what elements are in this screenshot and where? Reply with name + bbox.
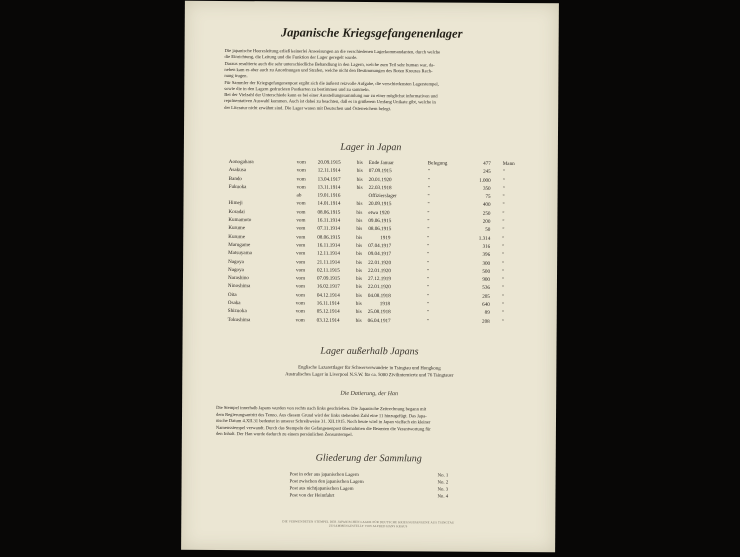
camp-num: 245 [483, 169, 491, 176]
contents-label: Post aus nichtjapanischen Lagern [289, 486, 354, 492]
contents-number: No. 4 [437, 494, 449, 500]
camp-to: 1919 [380, 234, 391, 241]
camp-bis: bis [356, 201, 363, 208]
camp-bel: " [426, 293, 429, 300]
camp-vom: vom [295, 308, 305, 315]
camp-vom: vom [296, 225, 306, 232]
camp-unit: " [501, 310, 504, 317]
camp-from: 02.11.1915 [317, 267, 340, 274]
camp-bel: " [426, 284, 430, 291]
camp-bis: bis [356, 209, 363, 216]
dating-line: den Inhalt. Der Han wurde dadurch zu einem persönlichen Zensurstempel. [215, 430, 353, 437]
intro-line: nung trugen. [224, 73, 248, 79]
contents-label: Post zwischen den japanischen Lagern [289, 479, 364, 485]
camp-vom: vom [296, 167, 306, 174]
camp-name: Nagoya [228, 258, 244, 265]
camp-num: 400 [482, 202, 491, 209]
camp-bis: bis [356, 251, 363, 258]
camp-num: 1.000 [479, 177, 491, 184]
camp-vom: vom [296, 242, 306, 249]
camp-from: 13.11.1914 [317, 184, 341, 191]
camp-bis: bis [356, 226, 363, 233]
camp-num: 500 [482, 268, 491, 275]
camp-to: Offizierslager [368, 193, 397, 200]
camp-to: 07.09.1915 [368, 168, 392, 175]
camp-bel: " [427, 218, 430, 225]
camp-name: Matsuyama [228, 250, 252, 257]
camp-to: 04.08.1918 [367, 292, 391, 299]
camp-num: 477 [483, 160, 491, 167]
camps-heading: Lager in Japan [340, 141, 402, 154]
camp-vom: vom [296, 267, 306, 274]
camp-unit: " [502, 194, 505, 201]
camp-from: 16.11.1914 [317, 242, 340, 249]
camp-unit: " [501, 285, 505, 292]
camp-from: 08.06.1915 [317, 209, 341, 216]
outside-line: Englische Lazarettlager für Schwerverwundete in Tsingtau und Hongkong [298, 365, 441, 372]
camp-bis: bis [356, 168, 363, 175]
intro-line: sowie die in den Lagern gedruckten Postkarten zu bestimmen und zu sammeln. [224, 85, 370, 92]
camp-bis: bis [356, 242, 363, 249]
footer-line: ZUSAMMENGESTELLT VON ALFRED HANS KRAUS [328, 523, 408, 529]
camp-to: 1918 [379, 301, 391, 308]
camp-name: Narashino [227, 275, 249, 282]
camp-from: 12.11.1914 [317, 167, 341, 175]
camp-bis: bis [355, 292, 362, 299]
camp-bel: " [426, 309, 429, 316]
camp-unit: " [502, 177, 505, 184]
camp-num: 75 [485, 193, 491, 201]
camp-name: Koradai [228, 208, 245, 215]
camp-num: 205 [482, 293, 490, 300]
list-item [289, 492, 459, 500]
camp-name: Shizuoka [227, 308, 247, 315]
intro-line: repräsentativen Auswahl kommen. Auch ist dabei zu beachten, daß es in größerem Umfang Unikate gibt, welche in [224, 98, 436, 105]
camp-unit: " [502, 235, 505, 242]
camp-name: Tokushima [227, 316, 251, 323]
contents-label: Post von der Heimfahrt [289, 493, 335, 499]
camp-bis: bis [356, 259, 363, 266]
dating-heading: Die Datierung, der Han [340, 390, 399, 398]
camp-bis: bis [356, 159, 363, 166]
camp-unit: " [502, 243, 505, 250]
camp-to: 22.01.1920 [367, 284, 391, 291]
camp-unit: " [502, 252, 505, 259]
camp-unit: " [501, 277, 505, 284]
camp-to: 20.01.1920 [368, 176, 392, 183]
camp-name: Oita [227, 291, 237, 298]
camp-to: 25.08.1918 [367, 309, 391, 316]
camp-bel: " [427, 176, 430, 184]
contents-heading: Gliederung der Sammlung [315, 452, 422, 465]
contents-list [289, 471, 459, 500]
camp-num: 1.314 [478, 235, 491, 242]
camp-bel: Belegung [427, 160, 448, 167]
camp-from: 07.11.1914 [317, 226, 341, 233]
camp-bel: " [426, 301, 429, 308]
camp-bel: " [426, 276, 430, 283]
footer-line: DIE VERWENDETEN STEMPEL DER JAPANISCHEN LAGER FÜR DEUTSCHE KRIEGSGEFANGENE AUS TSINGTAU [282, 519, 455, 525]
dating-line: nische Datum 4.XII.31 bedeutet in unserer Schreibweise 31. XII.1915. Noch heute wird in Japan vielfach ein kleiner [215, 417, 431, 425]
camp-vom: vom [296, 250, 306, 257]
camp-num: 250 [482, 210, 491, 217]
camp-name: Kumamoto [228, 217, 252, 224]
dating-line: dem Regierungsantritt des Tenno. Aus diesem Grund wird der links stehenden Zahl eine 11 hinzugefügt. Das Japa- [216, 411, 427, 418]
camp-to: 08.06.1915 [368, 226, 392, 233]
camp-vom: vom [296, 159, 306, 166]
camp-vom: vom [296, 259, 306, 266]
camp-num: 640 [482, 301, 490, 308]
camp-from: 08.06.1915 [317, 234, 341, 241]
camp-name: Osaka [227, 300, 241, 307]
camp-bis: bis [355, 309, 362, 316]
camp-bel: " [427, 201, 430, 208]
camp-unit: " [502, 219, 505, 226]
camp-num: 300 [482, 260, 491, 267]
camp-num: 316 [482, 243, 491, 250]
camp-num: 396 [482, 252, 491, 259]
camp-bel: " [427, 259, 430, 266]
dating-line: Namensstempel verwandt. Durch das Stempeln der Gefangenenpost übernahmen die Beamten die Verantwortung für [215, 424, 431, 431]
camp-to: 27.12.1919 [367, 276, 391, 283]
camp-name: Asakusa [228, 167, 247, 174]
camp-bis: bis [356, 234, 363, 241]
exhibit-sheet [181, 1, 559, 553]
camp-vom: vom [295, 300, 305, 307]
camp-name: Fukuoka [228, 183, 247, 191]
camp-num: 208 [482, 318, 490, 325]
camp-bis: bis [356, 217, 363, 225]
camp-bel: " [426, 318, 429, 325]
camp-to: 06.04.1917 [367, 317, 391, 324]
camp-table [228, 158, 519, 326]
camp-to: 07.04.1917 [368, 242, 392, 250]
camp-from: 16.11.1914 [317, 217, 341, 224]
contents-number: No. 1 [437, 473, 449, 479]
camp-name: Aonogahara [228, 159, 254, 166]
camp-bel: " [427, 243, 430, 250]
table-row [228, 316, 518, 326]
camp-bel: " [427, 193, 430, 200]
camp-unit: " [502, 260, 505, 267]
camp-to: 22.01.1920 [368, 259, 392, 266]
camp-vom: vom [295, 275, 306, 282]
camp-vom: vom [296, 200, 306, 208]
intro-line: Bei der Vielzahl der Unterschiede kann es bei einer Ausstellungssammlung nur zu einer möglichst informativen und [224, 92, 438, 99]
camp-unit: " [502, 210, 505, 217]
camp-from: 07.09.1915 [316, 275, 340, 282]
camp-name: Marugame [228, 241, 251, 249]
camp-to: 20.09.1915 [368, 201, 392, 208]
outside-line: Australisches Lager in Liverpool N.S.W. für ca. 5000 Zivilinternierte und 76 Tsingtauer [285, 372, 454, 379]
camp-unit: " [502, 169, 505, 176]
camp-bis: bis [356, 176, 363, 183]
page-title: Japanische Kriegsgefangenenlager [280, 25, 463, 41]
camp-bel: " [427, 226, 430, 233]
intro-line: Für Sammler der Kriegsgefangenenpost ergibt sich die äußerst reizvolle Aufgabe, die verschiedensten Lagerstempel, [224, 79, 439, 86]
camp-bis: bis [355, 276, 362, 283]
camp-num: 89 [484, 310, 490, 317]
camp-num: 350 [482, 185, 491, 192]
camp-num: 900 [482, 276, 490, 283]
camp-unit: " [502, 202, 505, 209]
camp-name: Himeji [228, 200, 243, 207]
camp-bis: bis [355, 300, 362, 307]
camp-unit: " [501, 301, 504, 308]
camp-bel: " [427, 185, 430, 192]
camp-from: 03.12.1914 [316, 317, 340, 324]
camp-to: 22.03.1918 [368, 184, 392, 192]
camp-from: 20.09.1915 [317, 159, 341, 166]
camp-from: 14.01.1914 [317, 201, 341, 208]
camp-vom: vom [296, 217, 306, 224]
camp-vom: vom [296, 209, 306, 216]
camp-name: Ninoshima [227, 283, 251, 290]
camp-bel: " [427, 268, 430, 275]
contents-number: No. 2 [437, 480, 449, 486]
camp-to: 09.04.1917 [368, 251, 392, 258]
camp-vom: vom [295, 292, 305, 299]
camp-unit: " [502, 227, 505, 234]
camp-vom: ab [296, 192, 302, 199]
intro-line: neben kam es aber auch zu Anordnungen und Strafen, welche nicht den Bestimmungen des Roten Kreuzes Rech- [224, 66, 433, 74]
camp-from: 05.12.1914 [316, 308, 340, 316]
camp-to: 22.01.1920 [368, 267, 391, 275]
footer-note [241, 519, 495, 529]
camp-to: etwa 1920 [368, 209, 390, 216]
camp-vom: vom [296, 176, 306, 183]
camp-vom: vom [296, 184, 306, 191]
camp-num: 536 [482, 285, 490, 292]
camp-name: Kurume [228, 233, 245, 240]
camp-from: 12.11.1914 [317, 250, 340, 258]
camp-vom: vom [295, 317, 305, 324]
camp-bis: bis [355, 317, 362, 324]
camp-to: 09.06.1915 [368, 218, 392, 225]
camp-from: 19.01.1916 [317, 192, 341, 199]
camp-from: 16.11.1914 [316, 300, 340, 307]
camp-unit: " [501, 318, 504, 325]
camp-num: 200 [482, 218, 491, 225]
camp-num: 50 [485, 227, 491, 234]
intro-line: der Literatur nicht erwähnt sind. Die Lager waren mit Deutschen und Österreichern belegt. [224, 104, 392, 111]
outside-heading: Lager außerhalb Japans [320, 345, 419, 358]
camp-unit: " [502, 185, 505, 192]
camp-name: Bando [228, 175, 243, 182]
intro-line: Daraus resultierte auch die sehr unterschiedliche Behandlung in den Lagern, welche zum Teil sehr human war, da- [224, 60, 435, 68]
camp-bis: bis [355, 284, 362, 291]
camp-vom: vom [296, 234, 306, 241]
contents-number: No. 3 [437, 487, 449, 493]
camp-unit: Mann [502, 160, 515, 168]
dating-line: Die Stempel innerhalb Japans wurden von rechts nach links geschrieben. Die Japanische Zeitrechnung begann mit [216, 404, 427, 412]
camp-bel: " [427, 235, 430, 242]
camp-vom: vom [295, 283, 306, 290]
camp-from: 13.04.1917 [317, 176, 341, 183]
camp-bis: bis [356, 267, 363, 274]
camp-from: 21.11.1914 [317, 259, 340, 266]
camp-to: Ende Januar [368, 159, 394, 167]
camp-bel: " [427, 168, 430, 175]
camp-from: 04.12.1914 [316, 292, 340, 299]
camp-name: Nagoya [228, 266, 244, 273]
intro-line: die Einrichtung, die Leitung und die Funktion der Lager geregelt wurde. [224, 54, 358, 61]
intro-line: Die japanische Heeresleitung erließ keinerlei Anweisungen an die verschiedenen Lagerkommandanten, durch welche [224, 47, 441, 55]
camp-bis: bis [356, 184, 363, 191]
contents-label: Post in oder aus japanischen Lagern [289, 472, 359, 478]
camp-bel: " [427, 251, 430, 258]
camp-from: 16.02.1917 [316, 284, 340, 291]
camp-name: Kurume [228, 225, 246, 232]
camp-bel: " [427, 210, 430, 217]
camp-unit: " [502, 268, 505, 275]
camp-unit: " [501, 293, 504, 300]
